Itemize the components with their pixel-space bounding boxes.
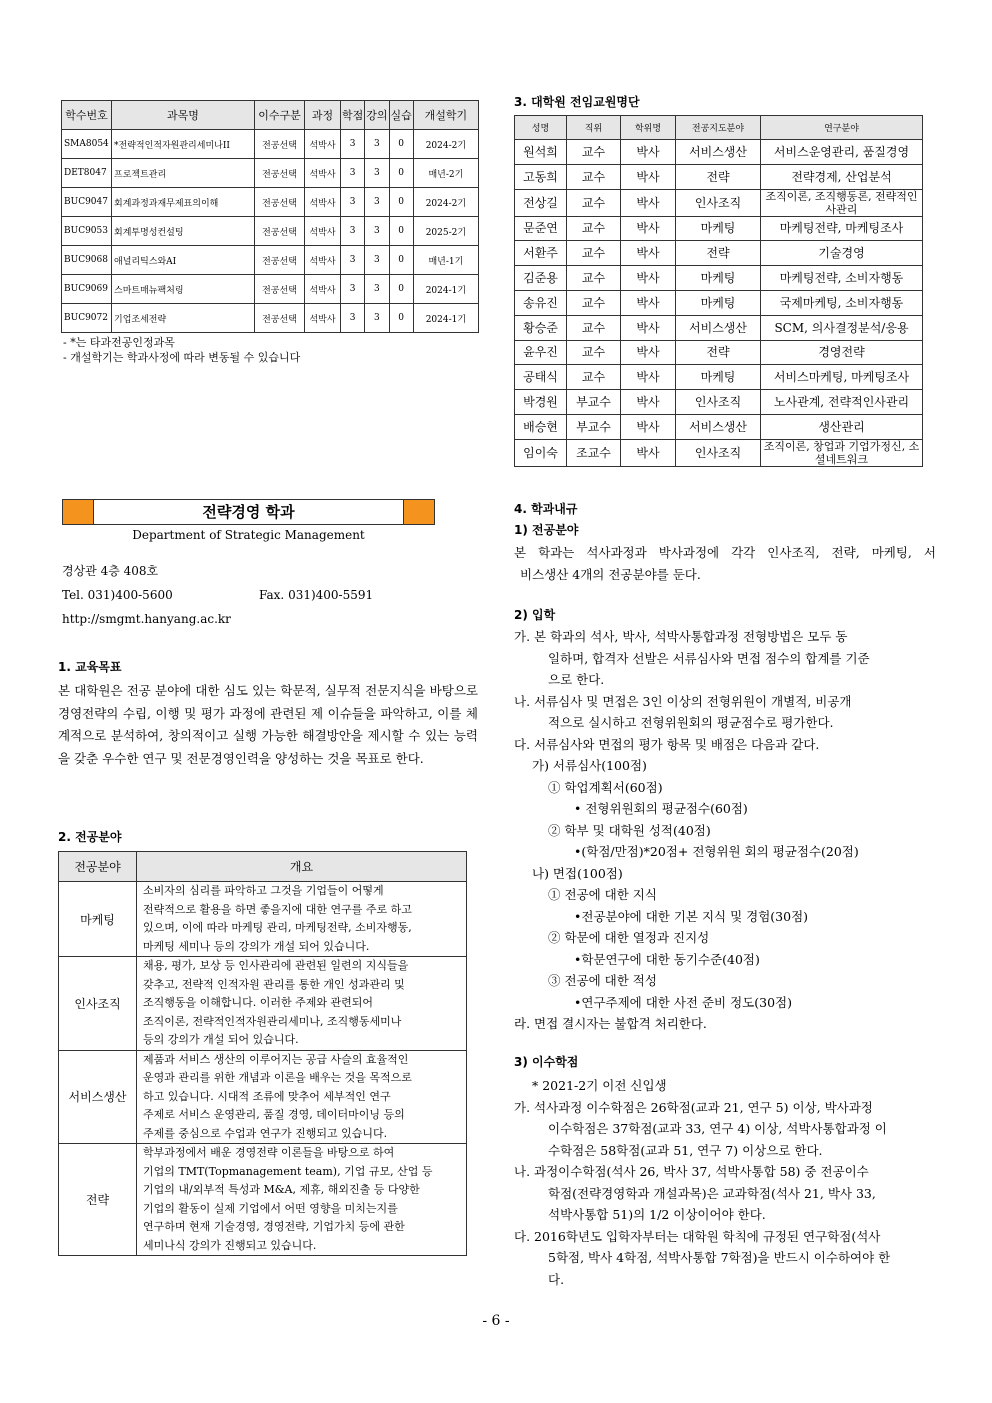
faculty-header-row: [515, 116, 923, 140]
faculty-cell: 조직이론, 조직행동론, 전략적인사관리: [761, 189, 923, 216]
course-cell: 3: [341, 275, 365, 304]
major-description-line: 소비자의 심리를 파악하고 그것을 기업들이 어떻게: [143, 884, 384, 897]
course-header: 개설학기: [413, 101, 478, 130]
faculty-cell: 부교수: [567, 414, 621, 439]
faculty-cell: 노사관계, 전략적인사관리: [761, 390, 923, 415]
course-cell: 3: [365, 217, 389, 246]
major-row: [59, 1144, 467, 1256]
rules-line: 으로 한다.: [548, 672, 605, 687]
faculty-cell: 전략: [676, 340, 761, 365]
department-name: 전략경영 학과: [93, 500, 404, 524]
department-english-name: [62, 528, 435, 542]
rules-line: 나. 과정이수학점(석사 26, 박사 37, 석박사통합 58) 중 전공이수: [514, 1164, 869, 1179]
faculty-cell: 교수: [567, 241, 621, 266]
faculty-cell: 박사: [621, 241, 676, 266]
course-cell: 0: [389, 188, 413, 217]
faculty-header: 직위: [567, 116, 621, 140]
course-cell: 2024-1기: [413, 304, 478, 333]
rules-line: 다. 2016학년도 입학자부터는 대학원 학칙에 규정된 연구학점(석사: [514, 1228, 881, 1244]
course-cell: 0: [389, 304, 413, 333]
faculty-cell: 교수: [567, 140, 621, 165]
faculty-cell: 박사: [621, 365, 676, 390]
faculty-row: [515, 390, 923, 415]
course-cell: SMA8054: [62, 130, 112, 159]
course-notes: [63, 335, 300, 365]
faculty-cell: 경영전략: [761, 340, 923, 365]
faculty-cell: 전상길: [515, 189, 567, 216]
faculty-cell: 송유진: [515, 290, 567, 315]
rules-line: 학점(전략경영학과 개설과목)은 교과학점(석사 21, 박사 33,: [548, 1185, 876, 1201]
course-cell: 3: [341, 304, 365, 333]
rules-line: 가) 서류심사(100점): [532, 758, 647, 773]
course-cell: 3: [341, 217, 365, 246]
major-description-line: 연구하며 현재 기술경영, 경영전략, 기업가치 등에 관한: [143, 1220, 405, 1233]
course-cell: 0: [389, 159, 413, 188]
rules-credits-body: [514, 1075, 936, 1290]
course-header: 과정: [305, 101, 341, 130]
course-cell: BUC9053: [62, 217, 112, 246]
major-row: [59, 957, 467, 1051]
major-row: [59, 882, 467, 957]
course-cell: 프로젝트관리: [112, 159, 255, 188]
course-cell: 석박사: [305, 217, 341, 246]
rules-line: 가. 석사과정 이수학점은 26학점(교과 21, 연구 5) 이상, 박사과정: [514, 1099, 873, 1115]
department-banner: [62, 499, 435, 525]
faculty-cell: 윤우진: [515, 340, 567, 365]
department-english-prefix: Department of: [132, 528, 221, 542]
faculty-cell: 공태식: [515, 365, 567, 390]
course-cell: 3: [365, 304, 389, 333]
course-cell: 석박사: [305, 275, 341, 304]
major-area: 인사조직: [59, 957, 137, 1051]
course-header: 학점: [341, 101, 365, 130]
rules-line: 가. 본 학과의 석사, 박사, 석박사통합과정 전형방법은 모두 동: [514, 629, 848, 644]
course-cell: 전공선택: [255, 188, 305, 217]
major-area: 마케팅: [59, 882, 137, 957]
rules-line: 이수학점은 37학점(교과 33, 연구 4) 이상, 석박사통합과정 이: [548, 1121, 887, 1136]
major-description-line: 기업의 내/외부적 특성과 M&A, 제휴, 해외진출 등 다양한: [143, 1183, 420, 1196]
faculty-cell: 인사조직: [676, 390, 761, 415]
course-cell: 2025-2기: [413, 217, 478, 246]
course-row: [62, 159, 479, 188]
course-cell: 매년-1기: [413, 246, 478, 275]
rules-line: 5학점, 박사 4학점, 석박사통합 7학점)을 반드시 이수하여야 한: [548, 1250, 891, 1265]
faculty-cell: 김준용: [515, 266, 567, 291]
rules-line: ③ 전공에 대한 적성: [548, 973, 657, 988]
rules-line: 수학점은 58학점(교과 51, 연구 7) 이상으로 한다.: [548, 1142, 823, 1158]
faculty-cell: 인사조직: [676, 189, 761, 216]
faculty-cell: 박사: [621, 140, 676, 165]
rules-line: ① 전공에 대한 지식: [548, 887, 657, 902]
rules-line: •학문연구에 대한 동기수준(40점): [574, 951, 760, 967]
faculty-cell: 박사: [621, 340, 676, 365]
course-cell: 스마트매뉴팩처링: [112, 275, 255, 304]
major-description-line: 세미나식 강의가 진행되고 있습니다.: [143, 1238, 317, 1252]
course-row: [62, 275, 479, 304]
faculty-header: 전공지도분야: [676, 116, 761, 140]
faculty-cell: 교수: [567, 290, 621, 315]
course-cell: 0: [389, 217, 413, 246]
major-header-row: [59, 852, 467, 882]
faculty-cell: 조직이론, 창업과 기업가정신, 소셜네트워크: [761, 439, 923, 466]
faculty-cell: 전략: [676, 164, 761, 189]
course-cell: 석박사: [305, 246, 341, 275]
course-cell: 3: [365, 159, 389, 188]
rules-line: * 2021-2기 이전 신입생: [532, 1078, 667, 1093]
education-goal-body: 본 대학원은 전공 분야에 대한 심도 있는 학문적, 실무적 전문지식을 바탕으로 경영전략의 수립, 이행 및 평가 과정에 관련된 제 이슈들을 파악하고, 이를 체계적으로 분석하여, 창의적이고 실행 가능한 해결방안을 제시할 수 있는 능력을 갖춘 우수한 연구 및 전문경영인력을 양성하는 것을 목표로 한다.: [58, 683, 478, 766]
course-cell: 3: [341, 130, 365, 159]
faculty-cell: 박사: [621, 216, 676, 241]
major-row: [59, 1050, 467, 1144]
course-cell: 매년-2기: [413, 159, 478, 188]
rules-major-title: 1) 전공분야: [514, 523, 579, 537]
faculty-row: [515, 216, 923, 241]
rules-line: 석박사통합 51)의 1/2 이상이어야 한다.: [548, 1207, 766, 1222]
course-cell: 회계과정과재무제표의이해: [112, 188, 255, 217]
department-rules-title: 4. 학과내규: [514, 502, 578, 516]
faculty-cell: 서비스생산: [676, 140, 761, 165]
faculty-cell: 교수: [567, 340, 621, 365]
course-cell: 전공선택: [255, 130, 305, 159]
faculty-cell: 교수: [567, 216, 621, 241]
faculty-table: [514, 115, 923, 467]
faculty-cell: 교수: [567, 266, 621, 291]
major-description-line: 있으며, 이에 따라 마케팅 관리, 마케팅전략, 소비자행동,: [143, 921, 412, 934]
faculty-cell: 전략경제, 산업분석: [761, 164, 923, 189]
course-cell: BUC9068: [62, 246, 112, 275]
rules-admission-body: [514, 626, 936, 1035]
faculty-cell: 기술경영: [761, 241, 923, 266]
faculty-row: [515, 414, 923, 439]
major-description-line: 전략적으로 활용을 하면 좋을지에 대한 연구를 주로 하고: [143, 902, 412, 916]
faculty-cell: 생산관리: [761, 414, 923, 439]
course-cell: 석박사: [305, 130, 341, 159]
major-description-line: 주제로 서비스 운영관리, 품질 경영, 데이터마이닝 등의: [143, 1108, 405, 1121]
rules-line: ① 학업계획서(60점): [548, 779, 663, 795]
major-description: [137, 882, 467, 957]
course-note: - 개설학기는 학과사정에 따라 변동될 수 있습니다: [63, 351, 301, 364]
rules-line: 일하며, 합격자 선발은 서류심사와 면접 점수의 합계를 기준: [548, 650, 870, 666]
major-description-line: 제품과 서비스 생산의 이루어지는 공급 사슬의 효율적인: [143, 1052, 409, 1066]
faculty-cell: 마케팅: [676, 365, 761, 390]
course-cell: 0: [389, 246, 413, 275]
major-description-line: 하고 있습니다. 시대적 조류에 맞추어 세부적인 연구: [143, 1089, 391, 1103]
department-english-title: Strategic Management: [224, 528, 365, 542]
course-cell: 애널리틱스와AI: [112, 246, 255, 275]
course-cell: 0: [389, 130, 413, 159]
course-header: 이수구분: [255, 101, 305, 130]
faculty-cell: 마케팅전략, 소비자행동: [761, 266, 923, 291]
course-cell: 3: [365, 188, 389, 217]
major-description-line: 조직이론, 전략적인적자원관리세미나, 조직행동세미나: [143, 1014, 402, 1028]
course-cell: 전공선택: [255, 217, 305, 246]
course-note: - *는 타과전공인정과목: [63, 336, 175, 349]
major-description-line: 마케팅 세미나 등의 강의가 개설 되어 있습니다.: [143, 939, 370, 953]
course-header: 과목명: [112, 101, 255, 130]
faculty-cell: 부교수: [567, 390, 621, 415]
course-header: 강의: [365, 101, 389, 130]
rules-admission-title: 2) 입학: [514, 608, 556, 622]
rules-line: 본 학과는 석사과정과 박사과정에 각각 인사조직, 전략, 마케팅, 서: [514, 545, 936, 560]
faculty-cell: 국제마케팅, 소비자행동: [761, 290, 923, 315]
course-row: [62, 217, 479, 246]
faculty-cell: 마케팅: [676, 290, 761, 315]
course-cell: 석박사: [305, 188, 341, 217]
course-cell: 석박사: [305, 159, 341, 188]
faculty-row: [515, 340, 923, 365]
course-row: [62, 304, 479, 333]
course-cell: 석박사: [305, 304, 341, 333]
major-description-line: 운영과 관리를 위한 개념과 이론을 배우는 것을 목적으로: [143, 1071, 412, 1084]
major-description: [137, 1050, 467, 1144]
course-cell: 2024-1기: [413, 275, 478, 304]
course-cell: 3: [365, 275, 389, 304]
major-header: 개요: [137, 852, 467, 882]
course-cell: 2024-2기: [413, 188, 478, 217]
faculty-cell: 박사: [621, 315, 676, 340]
office-location: 경상관 4층 408호: [62, 564, 159, 578]
rules-line: • 전형위원회의 평균점수(60점): [574, 801, 748, 816]
faculty-cell: 조교수: [567, 439, 621, 466]
rules-line: 다. 서류심사와 면접의 평가 항목 및 배점은 다음과 같다.: [514, 736, 820, 752]
faculty-row: [515, 140, 923, 165]
faculty-cell: 고동희: [515, 164, 567, 189]
course-row: [62, 246, 479, 275]
course-row: [62, 188, 479, 217]
course-cell: DET8047: [62, 159, 112, 188]
faculty-header: 성명: [515, 116, 567, 140]
course-cell: 전공선택: [255, 304, 305, 333]
faculty-row: [515, 266, 923, 291]
course-header: 실습: [389, 101, 413, 130]
major-area: 서비스생산: [59, 1050, 137, 1144]
course-cell: 3: [341, 188, 365, 217]
major-description-line: 기업의 활동이 실제 기업에서 어떤 영향을 미치는지를: [143, 1201, 398, 1215]
faculty-cell: 박사: [621, 266, 676, 291]
rules-line: •전공분야에 대한 기본 지식 및 경험(30점): [574, 908, 809, 924]
faculty-header: 학위명: [621, 116, 676, 140]
rules-line: 나. 서류심사 및 면접은 3인 이상의 전형위원이 개별적, 비공개: [514, 693, 852, 709]
website-link[interactable]: http://smgmt.hanyang.ac.kr: [62, 612, 231, 626]
faculty-cell: 임이숙: [515, 439, 567, 466]
faculty-cell: 박사: [621, 439, 676, 466]
course-cell: BUC9072: [62, 304, 112, 333]
fax: Fax. 031)400-5591: [259, 588, 374, 602]
course-cell: BUC9047: [62, 188, 112, 217]
faculty-cell: 교수: [567, 315, 621, 340]
faculty-row: [515, 189, 923, 216]
faculty-row: [515, 164, 923, 189]
course-cell: 2024-2기: [413, 130, 478, 159]
major-description-line: 조직행동을 이해합니다. 이러한 주제와 관련되어: [143, 996, 374, 1009]
faculty-header: 연구분야: [761, 116, 923, 140]
rules-line: 비스생산 4개의 전공분야를 둔다.: [520, 566, 701, 582]
faculty-cell: SCM, 의사결정분석/응용: [761, 315, 923, 340]
faculty-cell: 교수: [567, 164, 621, 189]
faculty-cell: 박사: [621, 164, 676, 189]
course-header: 학수번호: [62, 101, 112, 130]
course-cell: 전공선택: [255, 246, 305, 275]
faculty-title: 3. 대학원 전임교원명단: [514, 95, 640, 109]
faculty-cell: 원석희: [515, 140, 567, 165]
major-description-line: 학부과정에서 배운 경영전략 이론들을 바탕으로 하여: [143, 1146, 395, 1159]
course-cell: 전공선택: [255, 275, 305, 304]
course-cell: 기업조세전략: [112, 304, 255, 333]
page-number: - 6 -: [482, 1313, 510, 1329]
rules-line: 적으로 실시하고 전형위원회의 평균점수로 평가한다.: [548, 715, 834, 730]
rules-line: 라. 면접 결시자는 불합격 처리한다.: [514, 1016, 707, 1031]
banner-accent-left: [63, 500, 93, 524]
faculty-cell: 전략: [676, 241, 761, 266]
education-goal-title: 1. 교육목표: [58, 660, 122, 674]
faculty-cell: 박사: [621, 390, 676, 415]
banner-accent-right: [404, 500, 434, 524]
major-description: [137, 957, 467, 1051]
faculty-row: [515, 290, 923, 315]
faculty-row: [515, 365, 923, 390]
faculty-cell: 배승현: [515, 414, 567, 439]
course-cell: 3: [365, 246, 389, 275]
course-cell: *전략적인적자원관리세미나II: [112, 130, 255, 159]
telephone: Tel. 031)400-5600: [62, 588, 173, 602]
major-area: 전략: [59, 1144, 137, 1256]
major-fields-title: 2. 전공분야: [58, 830, 122, 844]
faculty-cell: 박사: [621, 189, 676, 216]
faculty-cell: 마케팅: [676, 216, 761, 241]
faculty-cell: 마케팅전략, 마케팅조사: [761, 216, 923, 241]
course-header-row: [62, 101, 479, 130]
rules-line: ② 학문에 대한 열정과 진지성: [548, 930, 710, 945]
major-description-line: 주제를 중심으로 수업과 연구가 진행되고 있습니다.: [143, 1126, 388, 1140]
faculty-cell: 서비스생산: [676, 414, 761, 439]
course-cell: BUC9069: [62, 275, 112, 304]
major-description-line: 채용, 평가, 보상 등 인사관리에 관련된 일련의 지식들을: [143, 959, 409, 972]
major-description: [137, 1144, 467, 1256]
faculty-cell: 박사: [621, 290, 676, 315]
rules-major-body: [514, 542, 936, 585]
course-cell: 0: [389, 275, 413, 304]
course-cell: 3: [365, 130, 389, 159]
course-cell: 3: [341, 246, 365, 275]
faculty-row: [515, 439, 923, 466]
rules-credits-title: 3) 이수학점: [514, 1055, 579, 1069]
major-header: 전공분야: [59, 852, 137, 882]
rules-line: ② 학부 및 대학원 성적(40점): [548, 822, 711, 838]
rules-line: •(학점/만점)*20점+ 전형위원 회의 평균점수(20점): [574, 844, 859, 859]
course-table: [61, 100, 479, 333]
course-cell: 회계투명성컨설팅: [112, 217, 255, 246]
course-row: [62, 130, 479, 159]
rules-line: •연구주제에 대한 사전 준비 정도(30점): [574, 994, 792, 1010]
faculty-cell: 서비스운영관리, 품질경영: [761, 140, 923, 165]
faculty-cell: 문준연: [515, 216, 567, 241]
course-cell: 전공선택: [255, 159, 305, 188]
faculty-cell: 교수: [567, 189, 621, 216]
faculty-cell: 서비스생산: [676, 315, 761, 340]
faculty-cell: 박사: [621, 414, 676, 439]
rules-line: 다.: [548, 1271, 565, 1287]
rules-line: 나) 면접(100점): [532, 865, 623, 881]
major-description-line: 등의 강의가 개설 되어 있습니다.: [143, 1033, 299, 1046]
faculty-row: [515, 315, 923, 340]
faculty-cell: 교수: [567, 365, 621, 390]
faculty-cell: 황승준: [515, 315, 567, 340]
faculty-cell: 인사조직: [676, 439, 761, 466]
major-description-line: 갖추고, 전략적 인적자원 관리를 통한 개인 성과관리 및: [143, 977, 405, 991]
major-description-line: 기업의 TMT(Topmanagement team), 기업 규모, 산업 등: [143, 1164, 433, 1178]
faculty-row: [515, 241, 923, 266]
major-fields-table: [58, 851, 467, 1256]
faculty-cell: 서비스마케팅, 마케팅조사: [761, 365, 923, 390]
faculty-cell: 서환주: [515, 241, 567, 266]
faculty-cell: 박경원: [515, 390, 567, 415]
course-cell: 3: [341, 159, 365, 188]
faculty-cell: 마케팅: [676, 266, 761, 291]
